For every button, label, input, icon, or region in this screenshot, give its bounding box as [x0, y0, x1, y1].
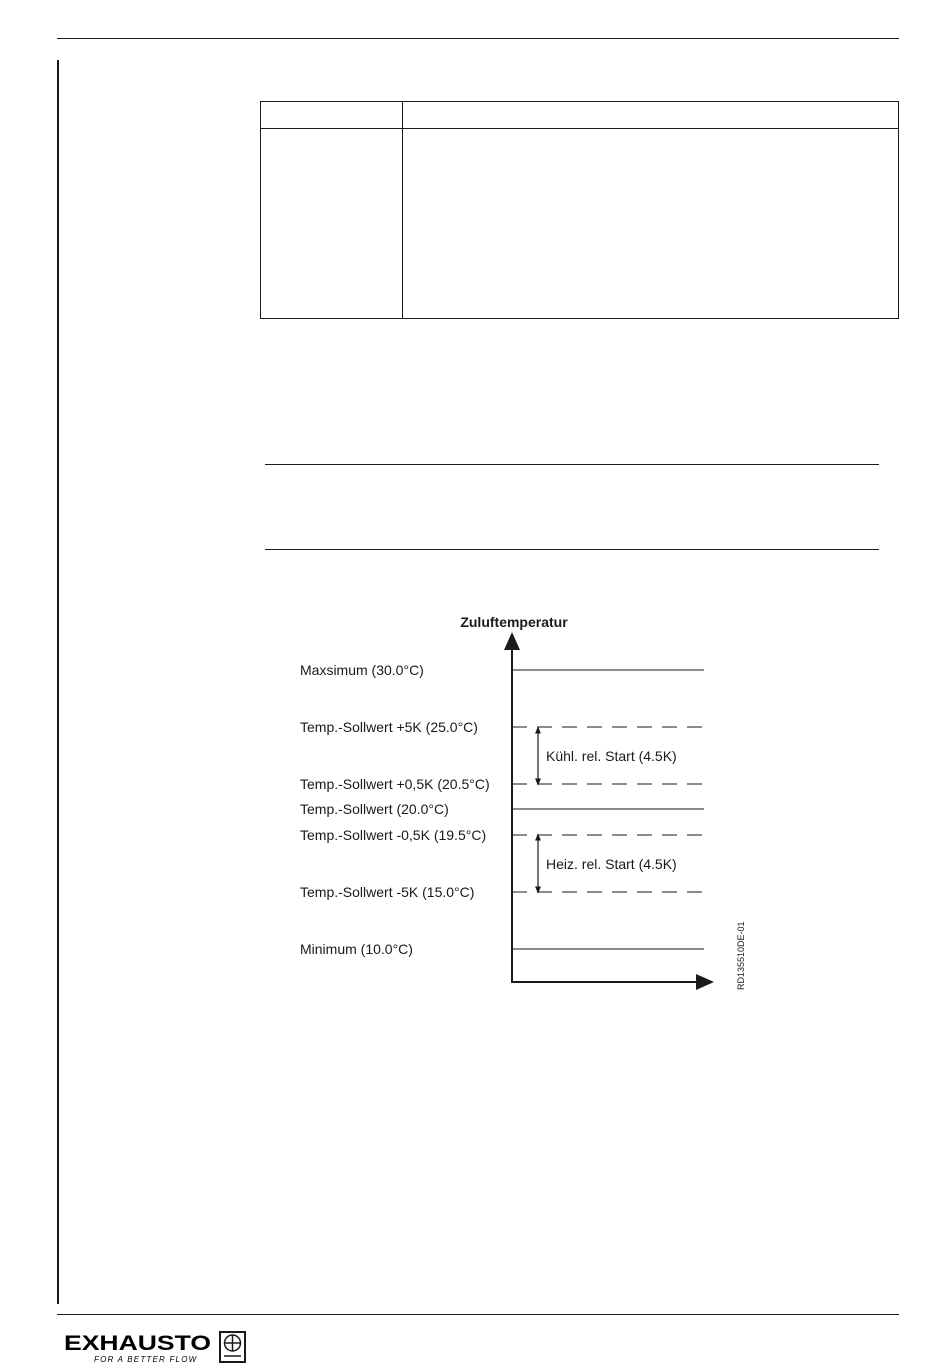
exhausto-logo	[64, 1330, 249, 1364]
table-header-cell-description	[403, 102, 899, 129]
heating-range-label: Heiz. rel. Start (4.5K)	[546, 856, 677, 872]
cooling-range-label: Kühl. rel. Start (4.5K)	[546, 748, 677, 764]
level-label: Minimum (10.0°C)	[300, 941, 413, 957]
table-header-row	[261, 102, 899, 129]
table-cell-parameter	[261, 129, 403, 319]
level-label: Temp.-Sollwert +5K (25.0°C)	[300, 719, 478, 735]
drawing-reference-code: RD135510DE-01	[736, 921, 746, 990]
brand-wordmark: EXHAUSTO	[64, 1332, 211, 1355]
header-rule	[57, 38, 899, 39]
level-label: Temp.-Sollwert +0,5K (20.5°C)	[300, 776, 490, 792]
note-top-rule	[265, 464, 879, 465]
level-label: Temp.-Sollwert -5K (15.0°C)	[300, 884, 475, 900]
level-group	[300, 662, 704, 957]
parameter-table	[260, 101, 899, 319]
footer-rule	[57, 1314, 899, 1315]
level-label: Temp.-Sollwert -0,5K (19.5°C)	[300, 827, 487, 843]
level-label: Temp.-Sollwert (20.0°C)	[300, 801, 449, 817]
level-label: Maxsimum (30.0°C)	[300, 662, 424, 678]
table-row	[261, 129, 899, 319]
table-cell-description	[403, 129, 899, 319]
note-bottom-rule	[265, 549, 879, 550]
setpoint-diagram	[280, 600, 760, 1000]
brand-tagline: FOR A BETTER FLOW	[94, 1355, 198, 1364]
brand-emblem-icon	[220, 1332, 245, 1362]
change-bar	[57, 60, 59, 1304]
table-header-cell-parameter	[261, 102, 403, 129]
y-axis-title: Zuluftemperatur	[460, 614, 568, 630]
